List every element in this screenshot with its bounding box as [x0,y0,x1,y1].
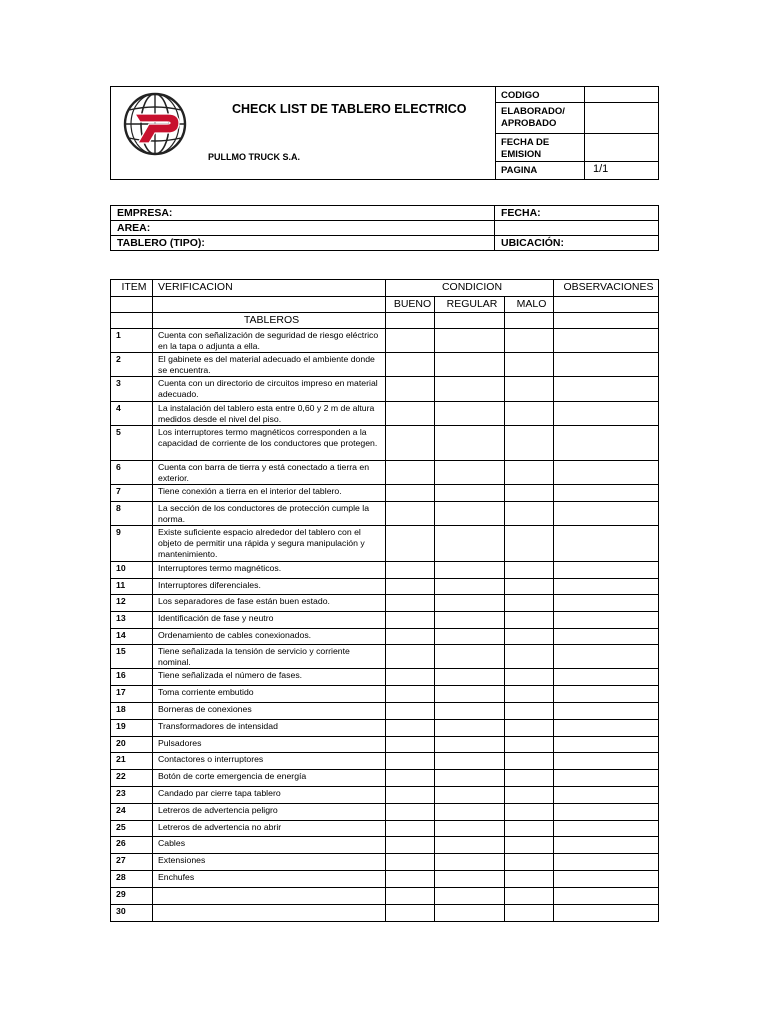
regular-cell [435,821,505,837]
table-row [111,720,659,737]
section-blank [505,313,554,329]
item-number: 9 [111,526,153,562]
item-number: 15 [111,645,153,669]
verification-text: Cables [153,837,386,854]
verification-text: Existe suficiente espacio alrededor del tablero con el objeto de permitir una rápida y segura manipulación y mantenimiento. [153,526,386,562]
header-blank [554,297,659,313]
malo-cell [505,426,554,461]
table-row [111,562,659,579]
malo-cell [505,703,554,720]
fecha-label: FECHA: [495,206,659,221]
verification-text: Pulsadores [153,737,386,753]
regular-cell [435,485,505,502]
observaciones-cell [554,669,659,686]
bueno-cell [386,562,435,579]
item-number: 11 [111,579,153,595]
observaciones-cell [554,854,659,871]
col-bueno-header: BUENO [386,297,435,313]
regular-cell [435,804,505,821]
verification-text: Toma corriente embutido [153,686,386,703]
bueno-cell [386,645,435,669]
item-number: 19 [111,720,153,737]
verification-text: Letreros de advertencia no abrir [153,821,386,837]
regular-cell [435,562,505,579]
regular-cell [435,629,505,645]
observaciones-cell [554,871,659,888]
bueno-cell [386,804,435,821]
verification-text [153,888,386,905]
verification-text: Extensiones [153,854,386,871]
observaciones-cell [554,737,659,753]
regular-cell [435,502,505,526]
item-number: 8 [111,502,153,526]
item-number: 5 [111,426,153,461]
item-number: 23 [111,787,153,804]
item-number: 17 [111,686,153,703]
item-number: 29 [111,888,153,905]
table-row [111,595,659,612]
observaciones-cell [554,905,659,922]
observaciones-cell [554,645,659,669]
regular-cell [435,402,505,426]
bueno-cell [386,770,435,787]
item-number: 21 [111,753,153,770]
bueno-cell [386,526,435,562]
verification-text: Ordenamiento de cables conexionados. [153,629,386,645]
bueno-cell [386,787,435,804]
regular-cell [435,612,505,629]
table-row [111,737,659,753]
malo-cell [505,485,554,502]
malo-cell [505,770,554,787]
observaciones-cell [554,426,659,461]
bueno-cell [386,629,435,645]
bueno-cell [386,703,435,720]
malo-cell [505,629,554,645]
table-row [111,377,659,402]
observaciones-cell [554,888,659,905]
observaciones-cell [554,526,659,562]
bueno-cell [386,579,435,595]
tablero-label: TABLERO (TIPO): [111,236,495,251]
observaciones-cell [554,502,659,526]
item-number: 3 [111,377,153,402]
table-row [111,329,659,353]
regular-cell [435,461,505,485]
bueno-cell [386,888,435,905]
observaciones-cell [554,402,659,426]
malo-cell [505,888,554,905]
checklist-table [110,279,659,922]
regular-cell [435,837,505,854]
info-section [110,205,659,251]
bueno-cell [386,377,435,402]
observaciones-cell [554,461,659,485]
verification-text: Cuenta con señalización de seguridad de riesgo eléctrico en la tapa o adjunta a ella. [153,329,386,353]
regular-cell [435,770,505,787]
bueno-cell [386,871,435,888]
empresa-label: EMPRESA: [111,206,495,221]
observaciones-cell [554,629,659,645]
regular-cell [435,905,505,922]
verification-text: Interruptores diferenciales. [153,579,386,595]
section-blank [554,313,659,329]
regular-cell [435,645,505,669]
regular-cell [435,526,505,562]
item-number: 26 [111,837,153,854]
table-row [111,753,659,770]
document-header [110,86,659,180]
verification-text: Identificación de fase y neutro [153,612,386,629]
bueno-cell [386,737,435,753]
item-number: 14 [111,629,153,645]
verification-text: Cuenta con un directorio de circuitos impreso en material adecuado. [153,377,386,402]
malo-cell [505,402,554,426]
item-number: 16 [111,669,153,686]
regular-cell [435,737,505,753]
table-row [111,905,659,922]
observaciones-cell [554,377,659,402]
verification-text: Botón de corte emergencia de energía [153,770,386,787]
malo-cell [505,854,554,871]
item-number: 6 [111,461,153,485]
table-row [111,426,659,461]
table-row [111,871,659,888]
bueno-cell [386,485,435,502]
verification-text: La instalación del tablero esta entre 0,60 y 2 m de altura medidos desde el nivel del piso. [153,402,386,426]
observaciones-cell [554,562,659,579]
fecha-emision-label: FECHA DE EMISION [496,134,585,162]
table-row [111,837,659,854]
verification-text: Tiene conexión a tierra en el interior del tablero. [153,485,386,502]
verification-text: El gabinete es del material adecuado el ambiente donde se encuentra. [153,353,386,377]
verification-text: Transformadores de intensidad [153,720,386,737]
bueno-cell [386,612,435,629]
regular-cell [435,669,505,686]
item-number: 28 [111,871,153,888]
bueno-cell [386,353,435,377]
document-title: CHECK LIST DE TABLERO ELECTRICO [232,102,467,116]
regular-cell [435,854,505,871]
item-number: 20 [111,737,153,753]
table-row [111,669,659,686]
malo-cell [505,612,554,629]
item-number: 24 [111,804,153,821]
malo-cell [505,645,554,669]
item-number: 30 [111,905,153,922]
item-number: 13 [111,612,153,629]
section-blank [386,313,435,329]
verification-text: Enchufes [153,871,386,888]
malo-cell [505,686,554,703]
regular-cell [435,579,505,595]
malo-cell [505,787,554,804]
item-number: 2 [111,353,153,377]
col-malo-header: MALO [505,297,554,313]
table-row [111,612,659,629]
regular-cell [435,377,505,402]
header-blank [153,297,386,313]
regular-cell [435,871,505,888]
item-number: 4 [111,402,153,426]
verification-text: Los separadores de fase están buen estado. [153,595,386,612]
observaciones-cell [554,612,659,629]
malo-cell [505,804,554,821]
header-blank [111,297,153,313]
item-number: 18 [111,703,153,720]
observaciones-cell [554,821,659,837]
bueno-cell [386,669,435,686]
item-number: 25 [111,821,153,837]
col-condicion-header: CONDICION [386,280,554,297]
pagina-value: 1/1 [585,162,659,180]
regular-cell [435,329,505,353]
section-blank [435,313,505,329]
item-number: 1 [111,329,153,353]
observaciones-cell [554,353,659,377]
observaciones-cell [554,804,659,821]
table-row [111,353,659,377]
regular-cell [435,787,505,804]
table-row [111,804,659,821]
item-number: 7 [111,485,153,502]
table-row [111,703,659,720]
item-number: 12 [111,595,153,612]
malo-cell [505,377,554,402]
bueno-cell [386,837,435,854]
table-row [111,402,659,426]
malo-cell [505,871,554,888]
bueno-cell [386,595,435,612]
verification-text: Candado par cierre tapa tablero [153,787,386,804]
col-item-header: ITEM [111,280,153,297]
table-row [111,854,659,871]
company-logo [122,91,188,157]
malo-cell [505,579,554,595]
malo-cell [505,821,554,837]
pagina-label: PAGINA [496,162,585,180]
malo-cell [505,353,554,377]
table-row [111,645,659,669]
malo-cell [505,720,554,737]
fecha-emision-value [585,134,659,162]
codigo-label: CODIGO [496,87,585,103]
malo-cell [505,669,554,686]
bueno-cell [386,720,435,737]
regular-cell [435,753,505,770]
observaciones-cell [554,329,659,353]
regular-cell [435,353,505,377]
table-row [111,787,659,804]
bueno-cell [386,686,435,703]
col-regular-header: REGULAR [435,297,505,313]
verification-text: Borneras de conexiones [153,703,386,720]
bueno-cell [386,905,435,922]
table-row [111,502,659,526]
table-row [111,821,659,837]
bueno-cell [386,402,435,426]
area-blank [495,221,659,236]
table-row [111,526,659,562]
verification-text: Interruptores termo magnéticos. [153,562,386,579]
observaciones-cell [554,595,659,612]
observaciones-cell [554,485,659,502]
table-row [111,579,659,595]
col-verificacion-header: VERIFICACION [153,280,386,297]
regular-cell [435,703,505,720]
observaciones-cell [554,703,659,720]
item-number: 27 [111,854,153,871]
item-number: 22 [111,770,153,787]
verification-text: Los interruptores termo magnéticos corresponden a la capacidad de corriente de los conductores que protegen. [153,426,386,461]
section-title: TABLEROS [153,313,386,329]
table-row [111,461,659,485]
malo-cell [505,461,554,485]
regular-cell [435,595,505,612]
table-row [111,485,659,502]
table-row [111,629,659,645]
malo-cell [505,595,554,612]
bueno-cell [386,329,435,353]
malo-cell [505,905,554,922]
table-row [111,770,659,787]
regular-cell [435,888,505,905]
observaciones-cell [554,787,659,804]
bueno-cell [386,821,435,837]
verification-text: Tiene señalizada el número de fases. [153,669,386,686]
bueno-cell [386,461,435,485]
observaciones-cell [554,720,659,737]
area-label: AREA: [111,221,495,236]
malo-cell [505,329,554,353]
malo-cell [505,737,554,753]
bueno-cell [386,426,435,461]
observaciones-cell [554,686,659,703]
observaciones-cell [554,770,659,787]
malo-cell [505,562,554,579]
observaciones-cell [554,837,659,854]
malo-cell [505,753,554,770]
verification-text: Contactores o interruptores [153,753,386,770]
verification-text: Letreros de advertencia peligro [153,804,386,821]
malo-cell [505,526,554,562]
regular-cell [435,686,505,703]
table-row [111,888,659,905]
table-row [111,686,659,703]
ubicacion-label: UBICACIÓN: [495,236,659,251]
codigo-value [585,87,659,103]
header-title-block [111,87,496,180]
regular-cell [435,720,505,737]
item-number: 10 [111,562,153,579]
regular-cell [435,426,505,461]
verification-text: Cuenta con barra de tierra y está conectado a tierra en exterior. [153,461,386,485]
section-blank [111,313,153,329]
elaborado-value [585,103,659,134]
observaciones-cell [554,579,659,595]
observaciones-cell [554,753,659,770]
col-observaciones-header: OBSERVACIONES [554,280,659,297]
verification-text: La sección de los conductores de protección cumple la norma. [153,502,386,526]
elaborado-label: ELABORADO/ APROBADO [496,103,585,134]
malo-cell [505,502,554,526]
verification-text: Tiene señalizada la tensión de servicio y corriente nominal. [153,645,386,669]
company-name: PULLMO TRUCK S.A. [208,152,300,162]
bueno-cell [386,502,435,526]
bueno-cell [386,854,435,871]
verification-text [153,905,386,922]
bueno-cell [386,753,435,770]
malo-cell [505,837,554,854]
